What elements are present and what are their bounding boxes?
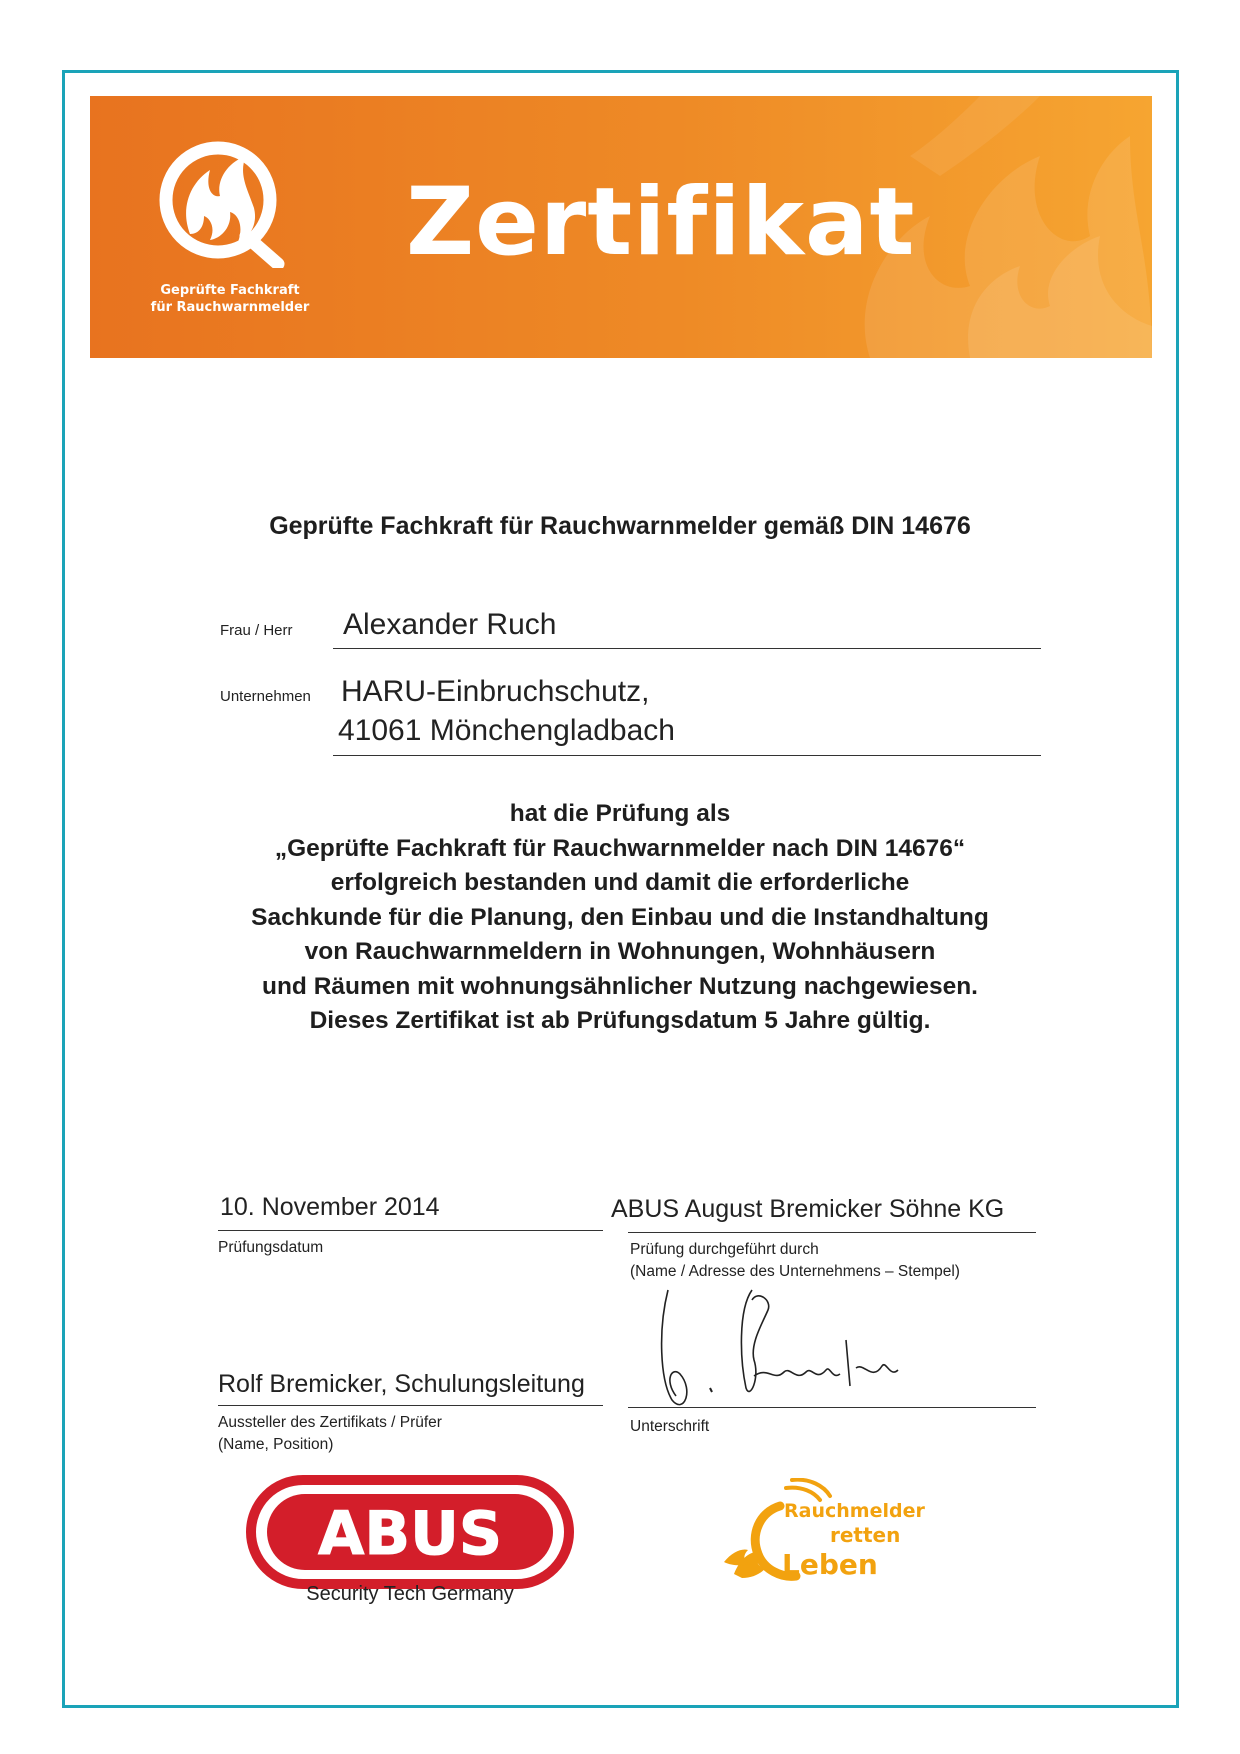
issuer-label-line2: (Name, Position): [218, 1436, 334, 1453]
exam-company-underline: [628, 1232, 1036, 1233]
signature-label-text: Unterschrift: [630, 1418, 710, 1435]
statement-line: „Geprüfte Fachkraft für Rauchwarnmelder nach DIN 14676“: [274, 834, 966, 862]
header-banner: [90, 96, 1152, 358]
certificate-statement: [160, 797, 1080, 1039]
certificate-subtitle: Geprüfte Fachkraft für Rauchwarnmelder gemäß DIN 14676: [269, 512, 971, 540]
issuer-label: [218, 1412, 442, 1456]
rrl-line1: Rauchmelder: [784, 1500, 925, 1522]
person-label: Frau / Herr: [220, 622, 293, 639]
company-label: Unternehmen: [220, 688, 311, 705]
statement-line: Sachkunde für die Planung, den Einbau und die Instandhaltung: [251, 903, 989, 931]
statement-line: hat die Prüfung als: [509, 800, 731, 827]
seal-caption: [130, 282, 330, 316]
exam-date: 10. November 2014: [220, 1193, 440, 1221]
seal-caption-line2: für Rauchwarnmelder: [150, 300, 310, 315]
handwritten-signature: [650, 1270, 940, 1430]
statement-line: von Rauchwarnmeldern in Wohnungen, Wohnhäusern: [304, 938, 936, 965]
issuer-label-line1: Aussteller des Zertifikats / Prüfer: [218, 1414, 442, 1431]
seal-caption-line1: Geprüfte Fachkraft: [160, 283, 300, 298]
statement-line: Dieses Zertifikat ist ab Prüfungsdatum 5 Jahre gültig.: [309, 1007, 931, 1034]
person-underline: [333, 648, 1041, 649]
company-line2: 41061 Mönchengladbach: [338, 714, 675, 747]
person-name: Alexander Ruch: [343, 608, 557, 641]
signature-underline: [628, 1407, 1036, 1408]
issuer-name: Rolf Bremicker, Schulungsleitung: [218, 1370, 585, 1398]
exam-date-underline: [218, 1230, 603, 1231]
exam-company-label-line1: Prüfung durchgeführt durch: [630, 1241, 819, 1258]
abus-claim: Security Tech Germany: [306, 1583, 514, 1605]
statement-line: und Räumen mit wohnungsähnlicher Nutzung nachgewiesen.: [262, 972, 978, 1000]
certificate-title: Zertifikat: [406, 168, 916, 277]
company-underline: [333, 755, 1041, 756]
abus-logo-text: ABUS: [317, 1499, 503, 1569]
q-seal-icon: [150, 138, 300, 268]
exam-date-label: [218, 1237, 323, 1259]
exam-company: ABUS August Bremicker Söhne KG: [611, 1195, 1005, 1223]
company-line1: HARU-Einbruchschutz,: [341, 675, 650, 708]
rrl-line2: retten: [830, 1523, 901, 1547]
statement-line: erfolgreich bestanden und damit die erforderliche: [330, 869, 910, 896]
rrl-line3: Leben: [782, 1548, 878, 1581]
signature-label: [630, 1416, 709, 1438]
exam-date-label-text: Prüfungsdatum: [218, 1239, 324, 1256]
exam-company-label-line2: (Name / Adresse des Unternehmens – Stempel): [630, 1263, 960, 1280]
issuer-underline: [218, 1405, 603, 1406]
